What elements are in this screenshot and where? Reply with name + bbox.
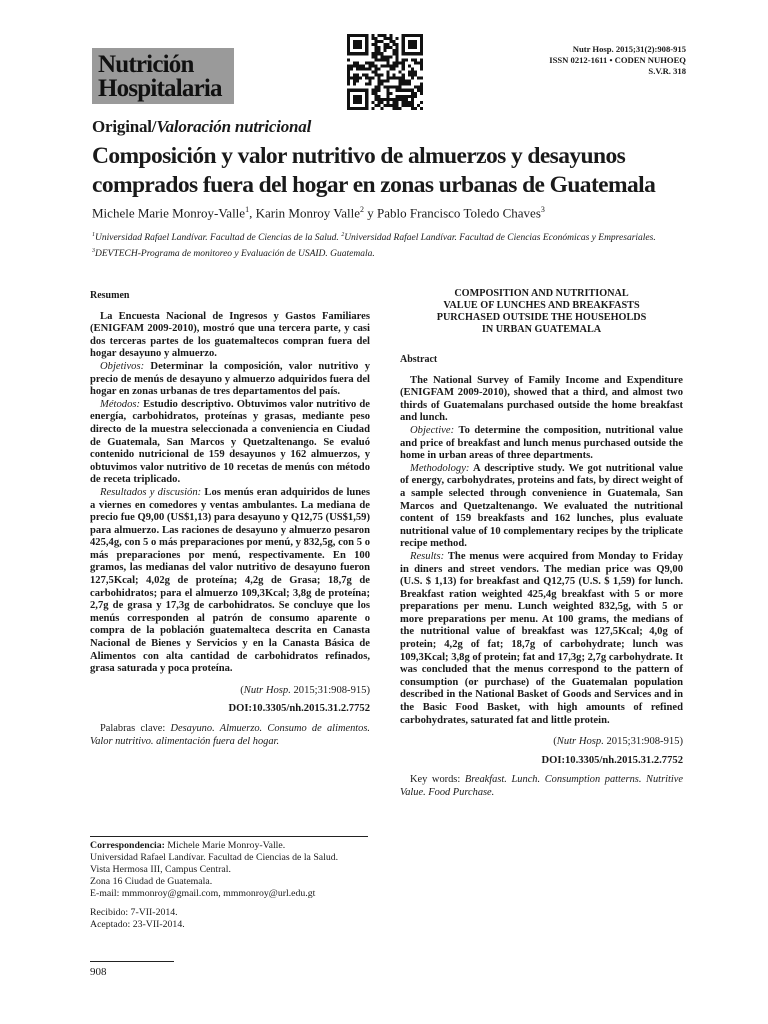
affil-sup: 1 — [92, 232, 95, 238]
resumen-heading: Resumen — [90, 290, 130, 301]
affil-text: Universidad Rafael Landívar. Facultad de Ciencias Económicas y Empresariales. — [344, 233, 656, 244]
resumen-paragraph — [90, 399, 370, 487]
ref-line: Nutr Hosp. 2015;31(2):908-915 — [572, 44, 686, 54]
author-sup: 3 — [540, 205, 545, 214]
author-name: Pablo Francisco Toledo Chaves — [377, 205, 541, 221]
cite-rest: 2015;31:908-915) — [290, 684, 370, 696]
address-line: Vista Hermosa III, Campus Central. — [90, 864, 231, 875]
correspondence-label: Correspondencia: — [90, 840, 165, 851]
english-title — [400, 288, 683, 336]
paragraph-text: The menus were acquired from Monday to Friday in diners and street vendors. The median price was Q9,00 (U.S. $ 1,13) for breakfast and Q12,75 (U.S. $ 1,59) for lunch. Breakfast ration weighted 425,4g breakfast with 5 or more preparations per menu. Lunch weighted 832,5g, with 5 or more preparations per menu. At 100 grams, the medians of the nutritional value of breakfast was 127,5Kcal; 4,0g of protein; 4,2g of fat; 18,7g of carbohydrate; lunch was 109,3Kcal; 3,8g of protein; fat and 17,3g; 2,7g carbohydrate. It was concluded that the menus correspond to the pattern of consumption (or purchase) of the Guatemalan population described in the National Basket of Goods and Services and in the Basic Food Basket, with high amounts of refined carbohydrates, saturated fat and little protein. — [400, 550, 683, 726]
affil-sup: 3 — [92, 248, 95, 255]
paragraph-label: Objective: — [410, 424, 455, 436]
english-title-line: IN URBAN GUATEMALA — [481, 324, 602, 335]
email-line[interactable]: E-mail: mmmonroy@gmail.com, mmmonroy@url.edu.gt — [90, 888, 316, 899]
author-list — [92, 205, 545, 221]
cite-rest: 2015;31:908-915) — [603, 736, 683, 748]
keywords — [90, 723, 370, 748]
paragraph-text: A descriptive study. We got nutritional value of energy, carbohydrates, proteins and fats, by direct weight of a sample selected through convenience in Guatemala, San Marcos and Quetzaltenango. We evaluated the nutritional content of 159 breakfasts and 162 lunches, plus evaluate nutritional value of 10 complementary recipes by the triplicate recipe method. — [400, 462, 683, 550]
keywords-value: Desayuno. Almuerzo. Consumo de alimentos. Valor nutritivo. alimentación fuera del hogar. — [90, 723, 370, 747]
affil-sup: 2 — [341, 232, 345, 238]
paragraph-text: To determine the composition, nutritional value and price of breakfast and lunch menus purchased outside the home in urban areas of three departments. — [400, 424, 683, 462]
paragraph-text: Estudio descriptivo. Obtuvimos valor nutritivo de energía, carbohidratos, proteínas y grasas, mediante peso directo de la muestra seleccionada a conveniencia en Ciudad de Guatemala, San Marcos y Quetzaltenango. Se evaluó contenido nutricional de 159 desayunos y 162 almuerzos, y obtuvimos valor nutritivo de 10 recetas de menús con método de receta triplicado. — [90, 398, 370, 486]
logo-line-1: Nutrición — [98, 51, 194, 78]
paragraph-text: La Encuesta Nacional de Ingresos y Gastos Familiares (ENIGFAM 2009-2010), mostró que una tercera parte, y casi dos terceras partes de los guatemaltecos compran fuera del hogar desayuno y almuerzo. — [90, 310, 370, 360]
correspondence-line — [90, 840, 380, 852]
resumen-column — [90, 290, 370, 748]
page-number: 908 — [90, 966, 107, 978]
abstract-paragraph — [400, 551, 683, 727]
correspondence-name: Michele Marie Monroy-Valle. — [164, 840, 286, 851]
english-title-line: COMPOSITION AND NUTRITIONAL — [454, 288, 629, 299]
correspondence-footnote — [90, 840, 380, 931]
abstract-column — [400, 288, 683, 800]
doi-link[interactable]: DOI:10.3305/nh.2015.31.2.7752 — [541, 754, 683, 766]
author-sup: 1 — [245, 205, 250, 214]
article-title: Composición y valor nutritivo de almuerzos y desayunos comprados fuera del hogar en zonas urbanas de Guatemala — [92, 143, 656, 198]
accepted-date: Aceptado: 23-VII-2014. — [90, 919, 185, 930]
resumen-paragraph — [90, 311, 370, 361]
citation — [90, 685, 370, 698]
paragraph-label: Methodology: — [410, 462, 470, 474]
doi-link[interactable]: DOI:10.3305/nh.2015.31.2.7752 — [228, 703, 370, 715]
address-line: Universidad Rafael Landívar. Facultad de Ciencias de la Salud. — [90, 852, 339, 863]
english-title-line: VALUE OF LUNCHES AND BREAKFASTS — [443, 300, 640, 311]
article-section — [92, 117, 311, 137]
keywords-label: Palabras clave: — [100, 723, 171, 734]
paragraph-text: Los menús eran adquiridos de lunes a viernes en comedores y ventas ambulantes. La mediana de precio fue Q9,00 (US$1,13) para desayuno y Q12,75 (US$1,59) para almuerzo. Las raciones de desayuno y almuerzo pesaron 425,4g, con 5 o más preparaciones por menú, y 832,5g, con 5 o más preparaciones por menú, respectivamente. En 100 gramos, las medianas del valor nutritivo de desayuno fueron 127,5Kcal; 4,02g de proteína; 4,2g de Grasa; 18,7g de carbohidratos; para el almuerzo 109,3Kcal; 3,8g de proteína; 2,7g de grasa y 17,3g de carbohidratos. Se concluye que los menús corresponden al patrón de consumo aparente o compra de la población guatemalteca descrita en Canasta Nacional de Bienes y Servicios y en la Canasta Básica de Alimentos con alta cantidad de carbohidratos refinados, grasa saturada y poca proteína. — [90, 486, 371, 675]
paragraph-text: The National Survey of Family Income and Expenditure (ENIGFAM 2009-2010), showed that a third, and almost two thirds of Guatemalans purchased outside the home breakfast and lunch. — [400, 374, 683, 424]
logo-line-2: Hospitalaria — [98, 75, 222, 102]
section-label: Original — [92, 117, 152, 136]
journal-reference — [549, 44, 686, 77]
author-name: Michele Marie Monroy-Valle — [92, 205, 246, 221]
resumen-paragraph — [90, 361, 370, 399]
abstract-paragraph — [400, 375, 683, 425]
subsection-label: Valoración nutricional — [156, 117, 312, 136]
affiliations — [92, 229, 686, 261]
cite-open: ( — [553, 736, 557, 748]
author-sep: y — [364, 205, 378, 221]
cite-open: ( — [240, 684, 244, 696]
paragraph-text: Determinar la composición, valor nutritivo y precio de menús de desayuno y almuerzo adquiridos fuera del hogar en zonas urbanas de tres departamentos del país. — [90, 360, 370, 398]
journal-logo — [92, 48, 234, 104]
paragraph-label: Métodos: — [100, 398, 141, 410]
citation — [400, 736, 683, 749]
author-name: Karin Monroy Valle — [255, 205, 361, 221]
qr-code-icon — [347, 34, 423, 110]
paragraph-label: Objetivos: — [100, 360, 145, 372]
author-sup: 2 — [360, 205, 365, 214]
keywords-value: Breakfast. Lunch. Consumption patterns. Nutritive Value. Food Purchase. — [400, 774, 683, 798]
section-separator: / — [151, 117, 157, 136]
keywords-label: Key words: — [410, 774, 465, 786]
abstract-heading: Abstract — [400, 354, 438, 365]
address-line: Zona 16 Ciudad de Guatemala. — [90, 876, 213, 887]
author-sep: , — [249, 205, 256, 221]
abstract-paragraph — [400, 463, 683, 551]
english-title-line: PURCHASED OUTSIDE THE HOUSEHOLDS — [436, 312, 647, 323]
keywords — [400, 774, 683, 799]
abstract-paragraph — [400, 425, 683, 463]
ref-line: ISSN 0212-1611 • CODEN NUHOEQ — [549, 55, 686, 65]
affil-text: DEVTECH-Programa de monitoreo y Evaluación de USAID. Guatemala. — [95, 249, 375, 260]
ref-line: S.V.R. 318 — [648, 66, 686, 76]
footnote-divider — [90, 836, 368, 837]
page-number-divider — [90, 961, 174, 962]
affil-text: Universidad Rafael Landívar. Facultad de Ciencias de la Salud. — [95, 233, 342, 244]
cite-journal: Nutr Hosp. — [556, 736, 604, 748]
paragraph-label: Resultados y discusión: — [100, 486, 202, 498]
cite-journal: Nutr Hosp. — [243, 684, 291, 696]
received-date: Recibido: 7-VII-2014. — [90, 907, 178, 918]
paragraph-label: Results: — [410, 550, 445, 562]
resumen-paragraph — [90, 487, 370, 676]
